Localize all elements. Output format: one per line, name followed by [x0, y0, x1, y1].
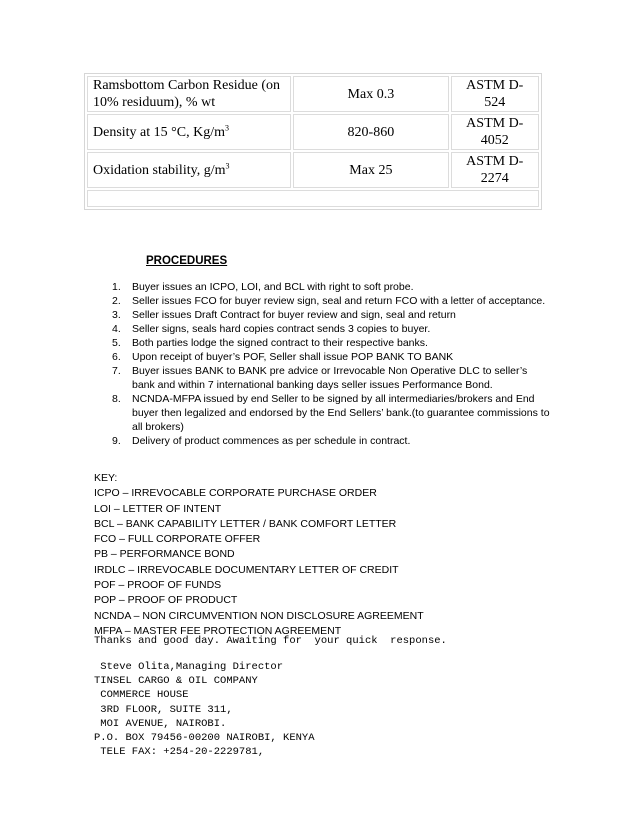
list-item	[112, 308, 552, 322]
signature-line: TINSEL CARGO & OIL COMPANY	[94, 675, 258, 688]
item-number: 4.	[112, 323, 121, 335]
signature-line: Steve Olita,Managing Director	[94, 661, 284, 673]
signature-line: COMMERCE HOUSE	[94, 689, 189, 702]
key-item: IRDLC – IRREVOCABLE DOCUMENTARY LETTER OF CREDIT	[94, 563, 399, 576]
property-cell	[87, 152, 291, 188]
key-item: MFPA – MASTER FEE PROTECTION AGREEMENT	[94, 624, 342, 637]
property-text: Density at 15 °C, Kg/m	[93, 124, 225, 140]
item-number: 1.	[112, 281, 121, 293]
table-row	[87, 114, 539, 150]
value-cell: Max 0.3	[293, 76, 448, 112]
key-item: FCO – FULL CORPORATE OFFER	[94, 533, 261, 546]
item-number: 6.	[112, 351, 121, 363]
item-text: Buyer issues BANK to BANK pre advice or Irrevocable Non Operative DLC to seller’s bank and within 7 international banking days seller issues Performance Bond.	[132, 365, 528, 391]
signature-line: TELE FAX: +254-20-2229781,	[94, 746, 265, 759]
signature-block	[94, 660, 315, 759]
table-row	[87, 76, 539, 112]
key-item: BCL – BANK CAPABILITY LETTER / BANK COMFORT LETTER	[94, 517, 397, 530]
key-item: LOI – LETTER OF INTENT	[94, 502, 222, 515]
key-heading: KEY:	[94, 472, 118, 484]
list-item	[112, 294, 552, 308]
key-item: POF – PROOF OF FUNDS	[94, 579, 222, 592]
item-number: 3.	[112, 309, 121, 321]
key-item: NCNDA – NON CIRCUMVENTION NON DISCLOSURE AGREEMENT	[94, 609, 424, 622]
table-row	[87, 152, 539, 188]
item-number: 8.	[112, 393, 121, 405]
list-item	[112, 364, 552, 392]
method-cell: ASTM D-4052	[451, 114, 539, 150]
unit-superscript: 3	[225, 160, 230, 170]
value-cell: 820-860	[293, 114, 448, 150]
key-item: ICPO – IRREVOCABLE CORPORATE PURCHASE ORDER	[94, 487, 377, 500]
item-text: Upon receipt of buyer’s POF, Seller shall issue POP BANK TO BANK	[132, 351, 454, 363]
abbreviation-key	[94, 471, 424, 639]
signature-line: P.O. BOX 79456-00200 NAIROBI, KENYA	[94, 732, 315, 745]
procedures-list	[112, 280, 552, 448]
method-cell: ASTM D-524	[451, 76, 539, 112]
list-item	[112, 322, 552, 336]
item-number: 9.	[112, 435, 121, 447]
property-text: Oxidation stability, g/m	[93, 162, 226, 178]
property-text: Ramsbottom Carbon Residue (on 10% residuum), % wt	[93, 78, 281, 110]
unit-superscript: 3	[224, 122, 229, 132]
key-item: POP – PROOF OF PRODUCT	[94, 594, 238, 607]
key-item: PB – PERFORMANCE BOND	[94, 548, 235, 561]
closing-message: Thanks and good day. Awaiting for your quick response.	[94, 635, 447, 647]
item-text: Both parties lodge the signed contract to their respective banks.	[132, 337, 428, 349]
signature-line: 3RD FLOOR, SUITE 311,	[94, 703, 233, 716]
item-number: 2.	[112, 295, 121, 307]
item-number: 7.	[112, 365, 121, 377]
method-cell: ASTM D-2274	[451, 152, 539, 188]
property-cell	[87, 114, 291, 150]
item-text: Delivery of product commences as per schedule in contract.	[132, 435, 411, 447]
item-text: Seller issues FCO for buyer review sign, seal and return FCO with a letter of acceptance.	[132, 295, 546, 307]
item-text: Buyer issues an ICPO, LOI, and BCL with right to soft probe.	[132, 281, 414, 293]
specification-table	[84, 73, 542, 210]
signature-line: MOI AVENUE, NAIROBI.	[94, 717, 227, 730]
item-text: NCNDA-MFPA issued by end Seller to be signed by all intermediaries/brokers and End buyer then legalized and endorsed by the End Sellers’ bank.(to guarantee commissions to all brokers)	[132, 393, 550, 433]
list-item	[112, 434, 552, 448]
item-text: Seller issues Draft Contract for buyer review and sign, seal and return	[132, 309, 456, 321]
value-cell: Max 25	[293, 152, 448, 188]
list-item	[112, 392, 552, 434]
empty-cell	[87, 190, 539, 207]
empty-table-row	[87, 190, 539, 207]
item-number: 5.	[112, 337, 121, 349]
property-cell	[87, 76, 291, 112]
list-item	[112, 350, 552, 364]
list-item	[112, 336, 552, 350]
procedures-heading: PROCEDURES	[146, 255, 228, 267]
list-item	[112, 280, 552, 294]
item-text: Seller signs, seals hard copies contract sends 3 copies to buyer.	[132, 323, 431, 335]
